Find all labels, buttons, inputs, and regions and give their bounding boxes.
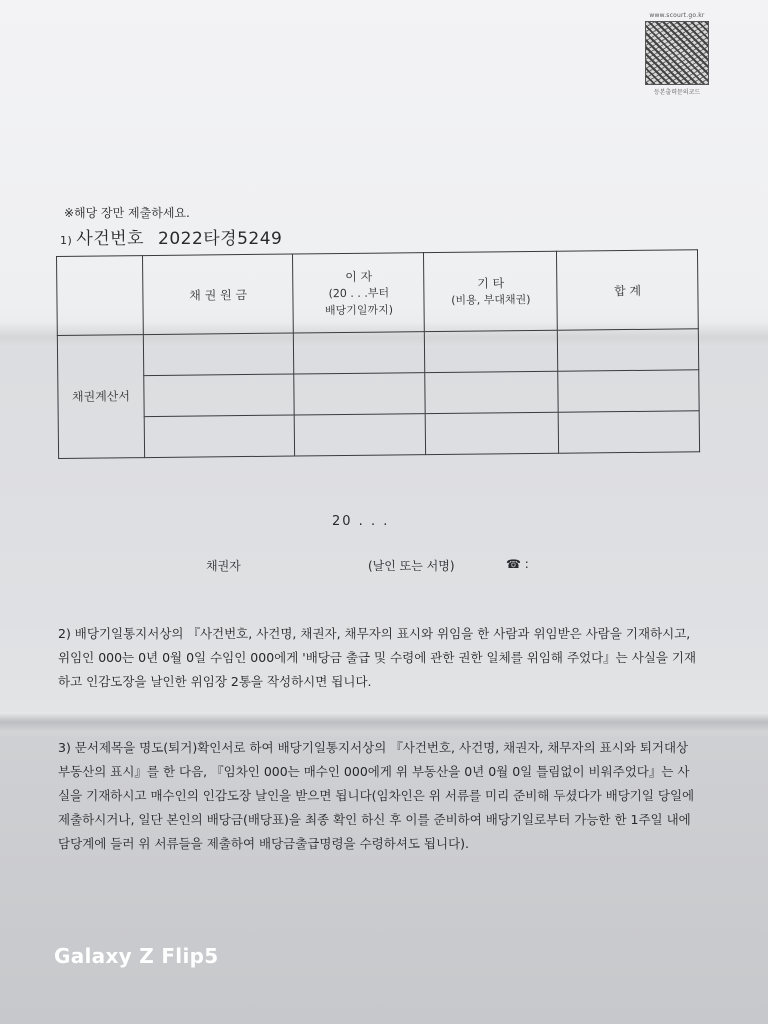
table-corner-cell bbox=[57, 256, 144, 336]
case-label: 사건번호 bbox=[76, 229, 144, 249]
table-cell bbox=[295, 414, 426, 456]
creditor-label: 채권자 bbox=[206, 559, 241, 573]
qr-url: www.scourt.go.kr bbox=[649, 12, 705, 19]
table-cell bbox=[294, 332, 425, 374]
submit-note: ※해당 장만 제출하세요. bbox=[64, 206, 190, 220]
date-line: 20 . . . bbox=[332, 514, 390, 529]
claim-calculation-table bbox=[56, 249, 700, 459]
header-interest-to: 배당기일까지) bbox=[324, 302, 394, 317]
header-principal: 채 권 원 금 bbox=[143, 254, 294, 335]
header-interest-title: 이 자 bbox=[345, 269, 373, 284]
header-total: 합 계 bbox=[557, 250, 699, 330]
table-cell bbox=[294, 373, 425, 415]
table-cell bbox=[144, 374, 295, 417]
item-number: 1) bbox=[60, 234, 73, 247]
table-cell bbox=[425, 371, 558, 413]
phone-label: ☎ : bbox=[506, 557, 529, 571]
header-interest bbox=[293, 253, 425, 333]
table-cell bbox=[426, 412, 559, 454]
case-number: 2022타경5249 bbox=[158, 229, 283, 249]
seal-or-signature-label: (날인 또는 서명) bbox=[368, 559, 455, 573]
paragraph-3: 3) 문서제목을 명도(퇴거)확인서로 하여 배당기일통지서상의 『사건번호, 사건명, 채권자, 채무자의 표시와 퇴거대상 부동산의 표시』를 한 다음, 『임차인 000는 매수인 000에게 위 부동산을 0년 0월 0일 틀림없이 비워주었다』는 사실을 기재하시고 매수인의 인감도장 날인을 받으면 됩니다(임차인은 위 서류를 미리 준비해 두셨다가 배당기일 당일에 제출하시거나, 일단 본인의 배당금(배당표)을 최종 확인 하신 후 이를 준비하여 배당기일로부터 가능한 한 1주일 내에 담당계에 들러 위 서류들을 제출하여 배당금출급명령을 수령하셔도 됩니다). bbox=[58, 740, 695, 851]
table-cell bbox=[558, 370, 699, 412]
paragraph-2: 2) 배당기일통지서상의 『사건번호, 사건명, 채권자, 채무자의 표시와 위임을 한 사람과 위임받은 사람을 기재하시고, 위임인 000는 0년 0월 0일 수임인 000에게 '배당금 출급 및 수령에 관한 권한 일체를 위임해 주었다』는 사실을 기재하고 인감도장을 날인한 위임장 2통을 작성하시면 됩니다. bbox=[58, 626, 697, 689]
table-cell bbox=[558, 329, 699, 371]
qr-code-icon bbox=[645, 21, 709, 85]
table-cell bbox=[143, 333, 294, 376]
header-other bbox=[424, 251, 558, 331]
header-interest-from: (20 . . .부터 bbox=[328, 286, 390, 300]
table-cell bbox=[425, 330, 558, 372]
table-cell bbox=[558, 411, 699, 453]
camera-watermark: Galaxy Z Flip5 bbox=[54, 944, 219, 968]
header-other-sub: (비용, 부대채권) bbox=[451, 293, 531, 307]
case-number-line bbox=[60, 224, 282, 249]
qr-block bbox=[644, 12, 710, 96]
table-cell bbox=[144, 415, 295, 458]
paper-fold bbox=[0, 712, 768, 732]
row-label-claim-calc: 채권계산서 bbox=[57, 335, 144, 459]
qr-caption: 등본출력문의코드 bbox=[653, 89, 701, 96]
header-other-title: 기 타 bbox=[477, 276, 505, 291]
